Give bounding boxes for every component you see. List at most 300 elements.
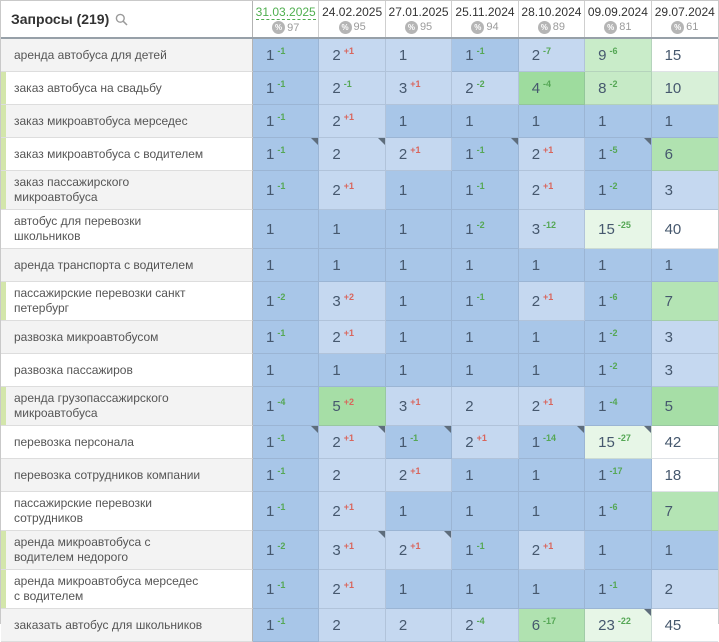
position-value: 2 bbox=[332, 433, 341, 451]
position-cell[interactable] bbox=[519, 609, 585, 642]
position-value: 1 bbox=[266, 292, 275, 310]
position-value: 23 bbox=[598, 616, 615, 634]
position-cell[interactable] bbox=[386, 459, 452, 492]
position-value: 1 bbox=[398, 181, 408, 199]
position-value: 1 bbox=[332, 256, 341, 274]
position-delta: -7 bbox=[543, 46, 552, 56]
position-cell[interactable] bbox=[386, 531, 452, 570]
query-text: аренда грузопассажирского микроавтобуса bbox=[14, 391, 169, 420]
query-cell[interactable] bbox=[1, 72, 253, 105]
position-value: 6 bbox=[664, 145, 673, 163]
position-value: 2 bbox=[531, 181, 541, 199]
note-marker-icon bbox=[644, 609, 651, 616]
position-cell[interactable] bbox=[652, 171, 718, 210]
position-cell[interactable] bbox=[319, 210, 385, 249]
position-value: 1 bbox=[398, 220, 408, 238]
position-cell[interactable] bbox=[253, 210, 319, 249]
position-delta: -1 bbox=[410, 433, 419, 443]
position-cell[interactable] bbox=[585, 39, 651, 72]
position-value: 1 bbox=[465, 580, 474, 598]
query-cell[interactable] bbox=[1, 321, 253, 354]
position-cell[interactable] bbox=[386, 426, 452, 459]
search-icon[interactable] bbox=[115, 13, 128, 26]
query-text: пассажирские перевозки сотрудников bbox=[14, 496, 152, 525]
position-cell[interactable] bbox=[253, 321, 319, 354]
position-cell[interactable] bbox=[652, 72, 718, 105]
percent-icon: % bbox=[471, 21, 484, 34]
position-value: 3 bbox=[664, 181, 673, 199]
position-delta: +2 bbox=[343, 397, 355, 407]
position-delta: +1 bbox=[343, 328, 355, 338]
position-cell[interactable] bbox=[386, 609, 452, 642]
position-cell[interactable] bbox=[519, 210, 585, 249]
column-date-label[interactable]: 24.02.2025 bbox=[322, 5, 383, 20]
position-value: 1 bbox=[598, 541, 607, 559]
table-row bbox=[1, 609, 718, 642]
position-cell[interactable] bbox=[519, 138, 585, 171]
position-cell[interactable] bbox=[652, 321, 718, 354]
position-cell[interactable] bbox=[519, 249, 585, 282]
position-cell[interactable] bbox=[452, 171, 518, 210]
position-value: 1 bbox=[465, 502, 474, 520]
table-row bbox=[1, 249, 718, 282]
position-cell[interactable] bbox=[386, 72, 452, 105]
position-value: 1 bbox=[266, 397, 275, 415]
position-delta: -4 bbox=[277, 397, 286, 407]
position-cell[interactable] bbox=[652, 426, 718, 459]
position-cell[interactable] bbox=[519, 72, 585, 105]
position-cell[interactable] bbox=[652, 570, 718, 609]
position-value: 1 bbox=[266, 616, 275, 634]
position-value: 1 bbox=[531, 433, 541, 451]
position-cell[interactable] bbox=[253, 459, 319, 492]
position-value: 1 bbox=[332, 220, 341, 238]
position-delta: +1 bbox=[543, 292, 554, 302]
position-cell[interactable] bbox=[519, 426, 585, 459]
position-delta: -1 bbox=[476, 541, 485, 551]
table-row bbox=[1, 570, 718, 609]
position-value: 1 bbox=[266, 46, 275, 64]
column-header-date-3[interactable] bbox=[452, 1, 518, 37]
query-cell[interactable] bbox=[1, 492, 253, 531]
position-cell[interactable] bbox=[253, 282, 319, 321]
position-cell[interactable] bbox=[452, 138, 518, 171]
table-row bbox=[1, 426, 718, 459]
position-cell[interactable] bbox=[386, 492, 452, 531]
position-cell[interactable] bbox=[319, 249, 385, 282]
query-text: заказ пассажирского микроавтобуса bbox=[14, 175, 130, 204]
position-delta: -1 bbox=[277, 79, 286, 89]
position-cell[interactable] bbox=[585, 282, 651, 321]
position-cell[interactable] bbox=[319, 105, 385, 138]
position-cell[interactable] bbox=[319, 492, 385, 531]
position-cell[interactable] bbox=[319, 531, 385, 570]
column-date-label[interactable]: 27.01.2025 bbox=[388, 5, 449, 20]
position-value: 2 bbox=[332, 46, 341, 64]
query-cell[interactable] bbox=[1, 354, 253, 387]
position-cell[interactable] bbox=[386, 249, 452, 282]
position-cell[interactable] bbox=[652, 105, 718, 138]
position-value: 2 bbox=[531, 292, 541, 310]
position-cell[interactable] bbox=[585, 210, 651, 249]
position-cell[interactable] bbox=[452, 531, 518, 570]
position-cell[interactable] bbox=[253, 426, 319, 459]
position-cell[interactable] bbox=[386, 138, 452, 171]
position-value: 1 bbox=[266, 541, 275, 559]
position-delta: +1 bbox=[543, 181, 554, 191]
position-delta: -2 bbox=[277, 541, 286, 551]
position-value: 15 bbox=[664, 46, 682, 64]
query-cell[interactable] bbox=[1, 282, 253, 321]
query-cell[interactable] bbox=[1, 210, 253, 249]
position-cell[interactable] bbox=[386, 321, 452, 354]
query-text: перевозка сотрудников компании bbox=[14, 467, 201, 482]
position-cell[interactable] bbox=[519, 459, 585, 492]
position-value: 1 bbox=[266, 181, 275, 199]
position-value: 1 bbox=[531, 580, 541, 598]
position-value: 18 bbox=[664, 466, 682, 484]
position-value: 1 bbox=[531, 502, 541, 520]
position-cell[interactable] bbox=[452, 387, 518, 426]
position-value: 1 bbox=[398, 292, 408, 310]
column-date-label[interactable]: 28.10.2024 bbox=[521, 5, 582, 20]
position-cell[interactable] bbox=[253, 354, 319, 387]
column-header-date-0[interactable] bbox=[253, 1, 319, 37]
query-cell[interactable] bbox=[1, 138, 253, 171]
table-row bbox=[1, 282, 718, 321]
column-date-label[interactable]: 25.11.2024 bbox=[455, 5, 515, 20]
position-value: 1 bbox=[465, 361, 474, 379]
position-cell[interactable] bbox=[253, 171, 319, 210]
position-delta: -1 bbox=[476, 145, 485, 155]
position-value: 2 bbox=[332, 181, 341, 199]
position-value: 1 bbox=[465, 46, 474, 64]
position-cell[interactable] bbox=[652, 210, 718, 249]
position-cell[interactable] bbox=[386, 570, 452, 609]
position-value: 1 bbox=[266, 502, 275, 520]
position-cell[interactable] bbox=[452, 249, 518, 282]
position-value: 1 bbox=[598, 145, 607, 163]
position-value: 1 bbox=[266, 256, 275, 274]
position-cell[interactable] bbox=[253, 570, 319, 609]
visibility-badge bbox=[272, 21, 299, 34]
position-delta: -4 bbox=[609, 397, 618, 407]
position-cell[interactable] bbox=[319, 39, 385, 72]
position-cell[interactable] bbox=[585, 570, 651, 609]
position-cell[interactable] bbox=[652, 492, 718, 531]
table-row bbox=[1, 39, 718, 72]
position-value: 1 bbox=[398, 256, 408, 274]
position-cell[interactable] bbox=[652, 138, 718, 171]
position-cell[interactable] bbox=[452, 105, 518, 138]
position-cell[interactable] bbox=[253, 249, 319, 282]
column-header-date-1[interactable] bbox=[319, 1, 385, 37]
table-row bbox=[1, 171, 718, 210]
position-value: 1 bbox=[465, 145, 474, 163]
position-value: 2 bbox=[465, 433, 474, 451]
column-header-date-4[interactable] bbox=[519, 1, 585, 37]
position-value: 3 bbox=[398, 397, 408, 415]
visibility-score: 94 bbox=[486, 21, 499, 34]
position-cell[interactable] bbox=[652, 387, 718, 426]
position-value: 1 bbox=[398, 328, 408, 346]
note-marker-icon bbox=[644, 426, 651, 433]
position-cell[interactable] bbox=[585, 459, 651, 492]
position-value: 40 bbox=[664, 220, 682, 238]
position-cell[interactable] bbox=[585, 171, 651, 210]
position-value: 3 bbox=[664, 328, 673, 346]
position-cell[interactable] bbox=[519, 282, 585, 321]
position-value: 1 bbox=[531, 256, 541, 274]
query-cell[interactable] bbox=[1, 171, 253, 210]
position-cell[interactable] bbox=[519, 492, 585, 531]
position-value: 1 bbox=[465, 220, 474, 238]
position-cell[interactable] bbox=[386, 354, 452, 387]
position-value: 1 bbox=[398, 361, 408, 379]
position-cell[interactable] bbox=[452, 459, 518, 492]
query-cell[interactable] bbox=[1, 531, 253, 570]
query-text: заказ микроавтобуса мерседес bbox=[14, 113, 188, 128]
position-cell[interactable] bbox=[386, 210, 452, 249]
table-row bbox=[1, 210, 718, 249]
table-row bbox=[1, 459, 718, 492]
position-cell[interactable] bbox=[319, 354, 385, 387]
visibility-badge bbox=[604, 21, 631, 34]
position-cell[interactable] bbox=[253, 492, 319, 531]
percent-icon: % bbox=[538, 21, 551, 34]
position-value: 7 bbox=[664, 502, 673, 520]
note-marker-icon bbox=[511, 138, 518, 145]
position-delta: +1 bbox=[410, 541, 421, 551]
position-cell[interactable] bbox=[452, 609, 518, 642]
position-cell[interactable] bbox=[253, 39, 319, 72]
position-value: 1 bbox=[465, 112, 474, 130]
column-header-date-6[interactable] bbox=[652, 1, 718, 37]
position-cell[interactable] bbox=[253, 72, 319, 105]
percent-icon: % bbox=[604, 21, 617, 34]
position-cell[interactable] bbox=[452, 39, 518, 72]
table-row bbox=[1, 105, 718, 138]
position-cell[interactable] bbox=[253, 105, 319, 138]
position-delta: -1 bbox=[277, 502, 286, 512]
visibility-score: 81 bbox=[619, 21, 632, 34]
position-cell[interactable] bbox=[319, 138, 385, 171]
note-marker-icon bbox=[378, 138, 385, 145]
position-value: 1 bbox=[598, 502, 607, 520]
position-cell[interactable] bbox=[519, 321, 585, 354]
query-cell[interactable] bbox=[1, 459, 253, 492]
position-value: 5 bbox=[664, 397, 673, 415]
position-cell[interactable] bbox=[652, 354, 718, 387]
row-group-stripe bbox=[1, 282, 6, 320]
position-cell[interactable] bbox=[452, 72, 518, 105]
position-cell[interactable] bbox=[452, 492, 518, 531]
position-value: 6 bbox=[531, 616, 541, 634]
queries-title: Запросы (219) bbox=[11, 11, 110, 27]
row-group-stripe bbox=[1, 72, 6, 104]
position-value: 2 bbox=[332, 112, 341, 130]
position-delta: -1 bbox=[476, 46, 485, 56]
position-delta: +1 bbox=[343, 502, 355, 512]
position-value: 5 bbox=[332, 397, 341, 415]
position-cell[interactable] bbox=[519, 354, 585, 387]
position-delta: +1 bbox=[343, 112, 355, 122]
position-cell[interactable] bbox=[585, 426, 651, 459]
position-cell[interactable] bbox=[319, 321, 385, 354]
position-cell[interactable] bbox=[452, 210, 518, 249]
position-value: 1 bbox=[398, 433, 408, 451]
position-delta: -2 bbox=[609, 361, 618, 371]
table-body bbox=[1, 39, 718, 642]
visibility-badge bbox=[538, 21, 565, 34]
position-value: 42 bbox=[664, 433, 682, 451]
position-cell[interactable] bbox=[386, 171, 452, 210]
percent-icon: % bbox=[405, 21, 418, 34]
position-cell[interactable] bbox=[519, 570, 585, 609]
position-value: 9 bbox=[598, 46, 607, 64]
position-cell[interactable] bbox=[253, 138, 319, 171]
position-cell[interactable] bbox=[585, 531, 651, 570]
position-value: 8 bbox=[598, 79, 607, 97]
position-cell[interactable] bbox=[652, 39, 718, 72]
position-cell[interactable] bbox=[452, 354, 518, 387]
position-delta: -2 bbox=[476, 220, 485, 230]
position-cell[interactable] bbox=[386, 105, 452, 138]
position-cell[interactable] bbox=[319, 282, 385, 321]
row-group-stripe bbox=[1, 138, 6, 170]
position-cell[interactable] bbox=[585, 138, 651, 171]
position-cell[interactable] bbox=[452, 426, 518, 459]
column-header-date-5[interactable] bbox=[585, 1, 651, 37]
position-value: 1 bbox=[664, 112, 673, 130]
position-value: 1 bbox=[531, 466, 541, 484]
position-value: 2 bbox=[531, 541, 541, 559]
position-cell[interactable] bbox=[319, 570, 385, 609]
position-value: 1 bbox=[398, 502, 408, 520]
position-delta: -1 bbox=[277, 181, 286, 191]
position-value: 1 bbox=[398, 46, 408, 64]
position-delta: -1 bbox=[476, 292, 485, 302]
query-text: автобус для перевозки школьников bbox=[14, 214, 142, 243]
position-cell[interactable] bbox=[585, 72, 651, 105]
position-cell[interactable] bbox=[386, 387, 452, 426]
note-marker-icon bbox=[311, 426, 318, 433]
query-text: аренда автобуса для детей bbox=[14, 47, 167, 62]
column-date-label[interactable]: 09.09.2024 bbox=[587, 5, 648, 20]
position-cell[interactable] bbox=[585, 387, 651, 426]
position-value: 2 bbox=[332, 79, 341, 97]
position-cell[interactable] bbox=[652, 609, 718, 642]
position-cell[interactable] bbox=[253, 531, 319, 570]
position-value: 1 bbox=[465, 181, 474, 199]
position-cell[interactable] bbox=[319, 171, 385, 210]
position-value: 1 bbox=[531, 328, 541, 346]
position-cell[interactable] bbox=[319, 72, 385, 105]
position-value: 1 bbox=[266, 145, 275, 163]
position-cell[interactable] bbox=[452, 570, 518, 609]
position-cell[interactable] bbox=[585, 492, 651, 531]
row-group-stripe bbox=[1, 531, 6, 569]
position-cell[interactable] bbox=[386, 282, 452, 321]
position-cell[interactable] bbox=[519, 387, 585, 426]
position-cell[interactable] bbox=[519, 39, 585, 72]
position-cell[interactable] bbox=[319, 459, 385, 492]
visibility-score: 61 bbox=[686, 21, 699, 34]
position-value: 1 bbox=[598, 292, 607, 310]
position-cell[interactable] bbox=[585, 609, 651, 642]
position-cell[interactable] bbox=[585, 249, 651, 282]
position-cell[interactable] bbox=[652, 282, 718, 321]
position-cell[interactable] bbox=[253, 609, 319, 642]
position-delta: +1 bbox=[543, 541, 554, 551]
position-cell[interactable] bbox=[319, 387, 385, 426]
position-cell[interactable] bbox=[319, 426, 385, 459]
query-text: аренда микроавтобуса мерседес с водителем bbox=[14, 574, 199, 603]
query-cell[interactable] bbox=[1, 39, 253, 72]
position-delta: -27 bbox=[617, 433, 631, 443]
position-value: 2 bbox=[332, 466, 341, 484]
position-cell[interactable] bbox=[519, 105, 585, 138]
table-row bbox=[1, 354, 718, 387]
position-cell[interactable] bbox=[253, 387, 319, 426]
position-value: 3 bbox=[664, 361, 673, 379]
visibility-badge bbox=[339, 21, 366, 34]
position-cell[interactable] bbox=[386, 39, 452, 72]
visibility-badge bbox=[671, 21, 698, 34]
position-cell[interactable] bbox=[585, 105, 651, 138]
position-delta: -4 bbox=[476, 616, 485, 626]
position-cell[interactable] bbox=[452, 321, 518, 354]
note-marker-icon bbox=[577, 426, 584, 433]
query-text: перевозка персонала bbox=[14, 434, 134, 449]
position-cell[interactable] bbox=[452, 282, 518, 321]
position-cell[interactable] bbox=[585, 321, 651, 354]
row-group-stripe bbox=[1, 171, 6, 209]
query-text: заказ микроавтобуса с водителем bbox=[14, 146, 204, 161]
position-delta: -2 bbox=[609, 181, 618, 191]
position-cell[interactable] bbox=[652, 459, 718, 492]
query-cell[interactable] bbox=[1, 387, 253, 426]
position-value: 2 bbox=[332, 145, 341, 163]
column-header-date-2[interactable] bbox=[386, 1, 452, 37]
position-value: 1 bbox=[266, 79, 275, 97]
position-cell[interactable] bbox=[652, 249, 718, 282]
position-delta: +1 bbox=[410, 145, 421, 155]
column-date-label[interactable]: 29.07.2024 bbox=[654, 5, 715, 20]
column-date-label[interactable]: 31.03.2025 bbox=[255, 4, 316, 19]
position-delta: -25 bbox=[617, 220, 631, 230]
position-cell[interactable] bbox=[519, 531, 585, 570]
position-delta: +1 bbox=[543, 145, 554, 155]
position-delta: +1 bbox=[476, 433, 487, 443]
query-cell[interactable] bbox=[1, 426, 253, 459]
note-marker-icon bbox=[378, 531, 385, 538]
query-cell[interactable] bbox=[1, 105, 253, 138]
query-cell[interactable] bbox=[1, 570, 253, 609]
position-value: 2 bbox=[332, 328, 341, 346]
position-delta: -5 bbox=[609, 145, 618, 155]
position-cell[interactable] bbox=[519, 171, 585, 210]
position-cell[interactable] bbox=[319, 609, 385, 642]
position-cell[interactable] bbox=[652, 531, 718, 570]
position-value: 2 bbox=[398, 541, 408, 559]
position-delta: -17 bbox=[543, 616, 557, 626]
position-cell[interactable] bbox=[585, 354, 651, 387]
note-marker-icon bbox=[444, 531, 451, 538]
query-cell[interactable] bbox=[1, 249, 253, 282]
query-cell[interactable] bbox=[1, 609, 253, 642]
position-delta: -1 bbox=[476, 181, 485, 191]
